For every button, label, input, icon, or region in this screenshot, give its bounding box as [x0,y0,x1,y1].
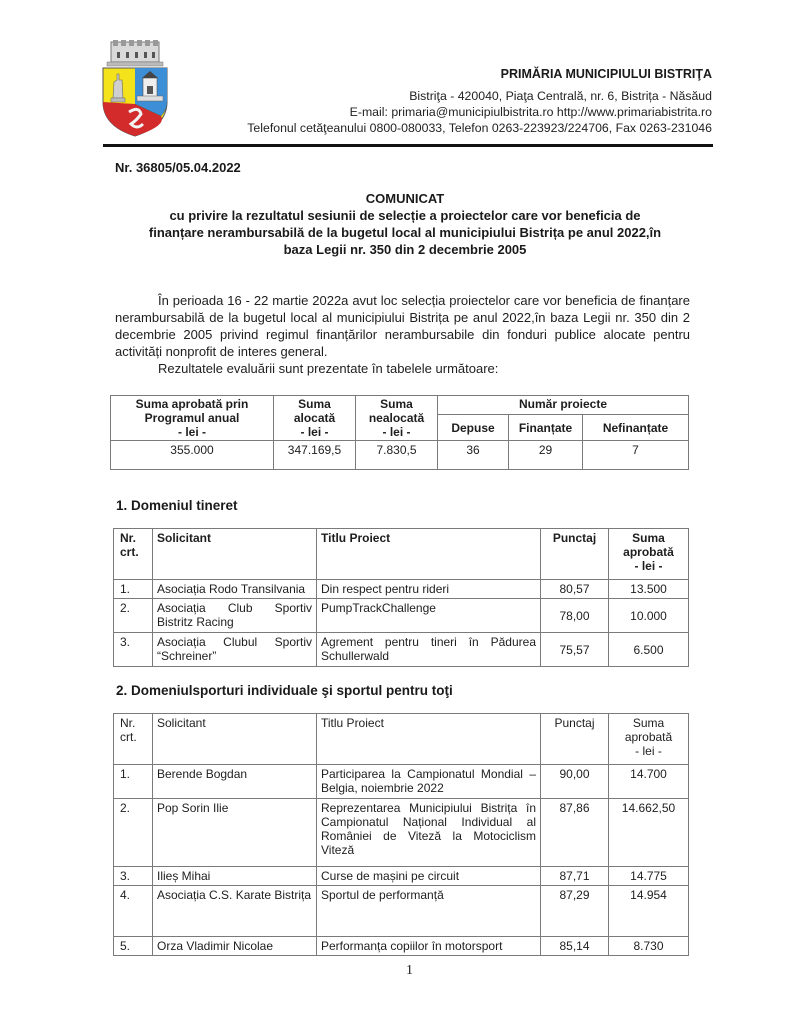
col-score: Punctaj [541,714,609,765]
section-title-individual-sports: 2. Domeniulsporturi individuale şi sportul pentru toţi [116,683,453,698]
col-solicitant: Solicitant [153,529,317,580]
row-solicitant: Pop Sorin Ilie [153,799,317,867]
row-project-title: Sportul de performanță [317,886,541,937]
col-score: Punctaj [541,529,609,580]
row-score: 85,14 [541,937,609,956]
row-solicitant: Berende Bogdan [153,765,317,799]
table-row [114,799,689,867]
row-score: 90,00 [541,765,609,799]
row-amount: 6.500 [609,633,689,667]
row-project-title: Participarea la Campionatul Mondial – Belgia, noiembrie 2022 [317,765,541,799]
table-row [114,886,689,937]
row-solicitant: Asociația Rodo Transilvania [153,580,317,599]
row-solicitant: Ilieș Mihai [153,867,317,886]
row-score: 87,29 [541,886,609,937]
table-row [114,599,689,633]
col-not-funded: Nefinanțate [583,415,689,441]
col-allocated-amount: Suma alocată - lei - [274,396,356,441]
page-number: 1 [406,963,413,978]
unallocated-amount: 7.830,5 [356,441,438,470]
communique-subtitle-line: finanțare nerambursabilă de la bugetul local al municipiului Bistrița pe anul 2022,în [148,225,662,240]
row-number: 2. [114,599,153,633]
communique-heading [110,190,700,258]
approved-amount: 355.000 [111,441,274,470]
row-number: 1. [114,580,153,599]
table-row [114,580,689,599]
individual-sports-projects-table [113,713,689,956]
communique-subtitle-line: baza Legii nr. 350 din 2 decembrie 2005 [283,242,527,257]
row-amount: 14.700 [609,765,689,799]
youth-projects-table [113,528,689,667]
institution-address: Bistriţa - 420040, Piaţa Centrală, nr. 6, Bistrița - Năsăud [409,89,712,103]
row-project-title: Curse de mașini pe circuit [317,867,541,886]
col-funded: Finanțate [509,415,583,441]
institution-contact: E-mail: primaria@municipiulbistrita.ro http://www.primariabistrita.ro [349,105,712,119]
coat-of-arms-icon [99,40,171,138]
row-amount: 14.954 [609,886,689,937]
row-number: 3. [114,633,153,667]
intro-paragraph-text: În perioada 16 - 22 martie 2022a avut loc selecția proiectelor care vor beneficia de finanțare nerambursabilă de la bugetul local al municipiului Bistrița pe anul 2022,în baza Legii nr. 350 din 2 decembrie 2005 privind regimul finanțărilor nerambursabile din fonduri publice alocate pentru activități nonprofit de interes general. [115,293,690,359]
row-number: 4. [114,886,153,937]
table-row [114,765,689,799]
summary-table [110,395,689,470]
row-solicitant: Asociația Club Sportiv Bistritz Racing [153,599,317,633]
results-intro: Rezultatele evaluării sunt prezentate în tabelele următoare: [158,361,499,376]
row-project-title: Agrement pentru tineri în Pădurea Schullerwald [317,633,541,667]
col-approved-amount: Suma aprobată prin Programul anual - lei - [111,396,274,441]
col-project-title: Titlu Proiect [317,529,541,580]
col-group-project-count: Număr proiecte [438,396,689,415]
summary-row [111,441,689,470]
col-amount: Suma aprobată - lei - [609,529,689,580]
row-amount: 13.500 [609,580,689,599]
institution-phones: Telefonul cetăţeanului 0800-080033, Telefon 0263-223923/224706, Fax 0263-231046 [247,121,712,135]
row-project-title: Performanța copiilor în motorsport [317,937,541,956]
row-score: 87,71 [541,867,609,886]
row-score: 80,57 [541,580,609,599]
row-score: 87,86 [541,799,609,867]
row-solicitant: Asociația C.S. Karate Bistrița [153,886,317,937]
submitted-count: 36 [438,441,509,470]
row-amount: 14.662,50 [609,799,689,867]
allocated-amount: 347.169,5 [274,441,356,470]
row-number: 3. [114,867,153,886]
institution-name: PRIMĂRIA MUNICIPIULUI BISTRIŢA [500,67,712,81]
registration-number: Nr. 36805/05.04.2022 [115,160,241,175]
section-title-youth: 1. Domeniul tineret [116,498,238,513]
header-divider [103,144,713,147]
row-number: 5. [114,937,153,956]
row-amount: 10.000 [609,599,689,633]
row-project-title: Din respect pentru rideri [317,580,541,599]
table-row [114,867,689,886]
row-solicitant: Asociația Clubul Sportiv “Schreiner” [153,633,317,667]
col-solicitant: Solicitant [153,714,317,765]
col-submitted: Depuse [438,415,509,441]
row-solicitant: Orza Vladimir Nicolae [153,937,317,956]
communique-title: COMUNICAT [365,191,445,206]
row-amount: 14.775 [609,867,689,886]
communique-subtitle-line: cu privire la rezultatul sesiunii de selecție a proiectelor care vor beneficia de [169,208,641,223]
col-nr: Nr. crt. [114,529,153,580]
row-score: 75,57 [541,633,609,667]
col-nr: Nr. crt. [114,714,153,765]
row-number: 2. [114,799,153,867]
row-amount: 8.730 [609,937,689,956]
intro-paragraph [115,292,690,360]
row-number: 1. [114,765,153,799]
col-unallocated-amount: Suma nealocată - lei - [356,396,438,441]
row-score: 78,00 [541,599,609,633]
table-row [114,937,689,956]
col-amount: Suma aprobată - lei - [609,714,689,765]
not-funded-count: 7 [583,441,689,470]
funded-count: 29 [509,441,583,470]
table-row [114,633,689,667]
col-project-title: Titlu Proiect [317,714,541,765]
row-project-title: PumpTrackChallenge [317,599,541,633]
row-project-title: Reprezentarea Municipiului Bistrița în Campionatul Național Individual al României de Viteză la Motociclism Viteză [317,799,541,867]
